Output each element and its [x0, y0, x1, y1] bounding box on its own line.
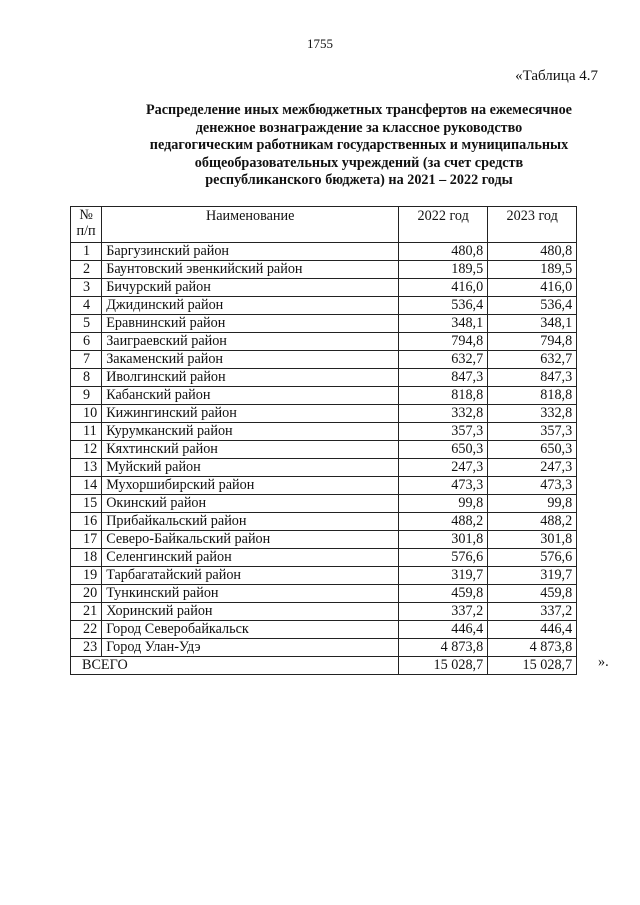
row-value-2023: 818,8 [488, 387, 577, 405]
row-name: Баунтовский эвенкийский район [102, 261, 399, 279]
table-row [71, 585, 577, 603]
row-number: 6 [71, 333, 102, 351]
table-row [71, 621, 577, 639]
table-row [71, 495, 577, 513]
table-row [71, 477, 577, 495]
row-name: Прибайкальский район [102, 513, 399, 531]
row-number: 18 [71, 549, 102, 567]
row-value-2023: 847,3 [488, 369, 577, 387]
row-name: Еравнинский район [102, 315, 399, 333]
row-value-2022: 319,7 [399, 567, 488, 585]
table-row [71, 441, 577, 459]
row-value-2023: 576,6 [488, 549, 577, 567]
row-value-2023: 473,3 [488, 477, 577, 495]
table-label: «Таблица 4.7 [515, 68, 598, 84]
row-name: Селенгинский район [102, 549, 399, 567]
total-row [71, 657, 577, 675]
row-value-2023: 632,7 [488, 351, 577, 369]
row-value-2022: 632,7 [399, 351, 488, 369]
row-name: Город Улан-Удэ [102, 639, 399, 657]
row-number: 5 [71, 315, 102, 333]
row-number: 15 [71, 495, 102, 513]
row-value-2022: 536,4 [399, 297, 488, 315]
row-name: Хоринский район [102, 603, 399, 621]
row-number: 8 [71, 369, 102, 387]
row-number: 1 [71, 243, 102, 261]
row-value-2022: 818,8 [399, 387, 488, 405]
title-line: Распределение иных межбюджетных трансфертов на ежемесячное [146, 102, 572, 118]
row-name: Бичурский район [102, 279, 399, 297]
row-number: 13 [71, 459, 102, 477]
table-row [71, 387, 577, 405]
header-number: № п/п [71, 207, 102, 243]
row-value-2022: 99,8 [399, 495, 488, 513]
row-value-2022: 332,8 [399, 405, 488, 423]
table-row [71, 603, 577, 621]
row-value-2022: 480,8 [399, 243, 488, 261]
row-value-2023: 337,2 [488, 603, 577, 621]
row-value-2022: 357,3 [399, 423, 488, 441]
row-value-2022: 337,2 [399, 603, 488, 621]
page-number: 1755 [307, 36, 333, 51]
row-value-2023: 4 873,8 [488, 639, 577, 657]
table-row [71, 297, 577, 315]
row-number: 4 [71, 297, 102, 315]
row-name: Закаменский район [102, 351, 399, 369]
row-value-2022: 650,3 [399, 441, 488, 459]
table-row [71, 405, 577, 423]
row-number: 20 [71, 585, 102, 603]
title-line: денежное вознаграждение за классное руководство [195, 119, 523, 136]
row-number: 7 [71, 351, 102, 369]
row-number: 11 [71, 423, 102, 441]
header-name: Наименование [102, 207, 399, 243]
table-row [71, 333, 577, 351]
row-value-2023: 247,3 [488, 459, 577, 477]
table-row [71, 369, 577, 387]
table-row [71, 261, 577, 279]
table-row [71, 459, 577, 477]
row-name: Окинский район [102, 495, 399, 513]
total-2023: 15 028,7 [488, 657, 577, 675]
table-header-row [71, 207, 577, 243]
row-number: 3 [71, 279, 102, 297]
row-name: Тарбагатайский район [102, 567, 399, 585]
row-name: Курумканский район [102, 423, 399, 441]
row-name: Заиграевский район [102, 333, 399, 351]
table-row [71, 423, 577, 441]
row-name: Муйский район [102, 459, 399, 477]
header-2022: 2022 год [399, 207, 488, 243]
row-value-2022: 446,4 [399, 621, 488, 639]
header-2023: 2023 год [488, 207, 577, 243]
row-name: Тункинский район [102, 585, 399, 603]
row-value-2023: 794,8 [488, 333, 577, 351]
table-row [71, 549, 577, 567]
table-row [71, 315, 577, 333]
row-number: 22 [71, 621, 102, 639]
row-value-2023: 189,5 [488, 261, 577, 279]
row-value-2023: 446,4 [488, 621, 577, 639]
table-row [71, 243, 577, 261]
row-value-2023: 536,4 [488, 297, 577, 315]
row-number: 14 [71, 477, 102, 495]
title-line: общеобразовательных учреждений (за счет средств [194, 154, 524, 171]
total-2022: 15 028,7 [399, 657, 488, 675]
row-value-2022: 576,6 [399, 549, 488, 567]
row-value-2022: 189,5 [399, 261, 488, 279]
row-number: 17 [71, 531, 102, 549]
row-value-2023: 488,2 [488, 513, 577, 531]
row-number: 12 [71, 441, 102, 459]
row-value-2023: 357,3 [488, 423, 577, 441]
row-number: 16 [71, 513, 102, 531]
row-value-2022: 794,8 [399, 333, 488, 351]
row-number: 9 [71, 387, 102, 405]
table-row [71, 513, 577, 531]
table-row [71, 531, 577, 549]
row-name: Кабанский район [102, 387, 399, 405]
row-value-2023: 319,7 [488, 567, 577, 585]
row-value-2022: 847,3 [399, 369, 488, 387]
total-label: ВСЕГО [71, 657, 399, 675]
row-number: 21 [71, 603, 102, 621]
row-number: 2 [71, 261, 102, 279]
table-row [71, 279, 577, 297]
table-title [120, 102, 598, 190]
row-value-2022: 459,8 [399, 585, 488, 603]
row-value-2023: 416,0 [488, 279, 577, 297]
row-name: Северо-Байкальский район [102, 531, 399, 549]
table-row [71, 351, 577, 369]
closing-quote: ». [598, 654, 609, 670]
row-value-2023: 459,8 [488, 585, 577, 603]
table-body [71, 243, 577, 657]
row-value-2023: 348,1 [488, 315, 577, 333]
row-number: 10 [71, 405, 102, 423]
row-value-2022: 301,8 [399, 531, 488, 549]
title-line: педагогическим работникам государственных и муниципальных [149, 137, 569, 153]
row-value-2023: 99,8 [488, 495, 577, 513]
row-name: Джидинский район [102, 297, 399, 315]
row-value-2023: 480,8 [488, 243, 577, 261]
row-value-2023: 301,8 [488, 531, 577, 549]
row-name: Мухоршибирский район [102, 477, 399, 495]
row-value-2022: 247,3 [399, 459, 488, 477]
row-value-2023: 332,8 [488, 405, 577, 423]
row-value-2022: 416,0 [399, 279, 488, 297]
row-name: Иволгинский район [102, 369, 399, 387]
row-name: Баргузинский район [102, 243, 399, 261]
table-row [71, 639, 577, 657]
row-value-2022: 348,1 [399, 315, 488, 333]
row-number: 19 [71, 567, 102, 585]
row-name: Кяхтинский район [102, 441, 399, 459]
row-value-2022: 4 873,8 [399, 639, 488, 657]
title-line: республиканского бюджета) на 2021 – 2022 годы [205, 172, 513, 188]
row-value-2023: 650,3 [488, 441, 577, 459]
transfers-table [70, 206, 577, 675]
row-number: 23 [71, 639, 102, 657]
row-name: Город Северобайкальск [102, 621, 399, 639]
row-value-2022: 473,3 [399, 477, 488, 495]
row-value-2022: 488,2 [399, 513, 488, 531]
table-row [71, 567, 577, 585]
row-name: Кижингинский район [102, 405, 399, 423]
